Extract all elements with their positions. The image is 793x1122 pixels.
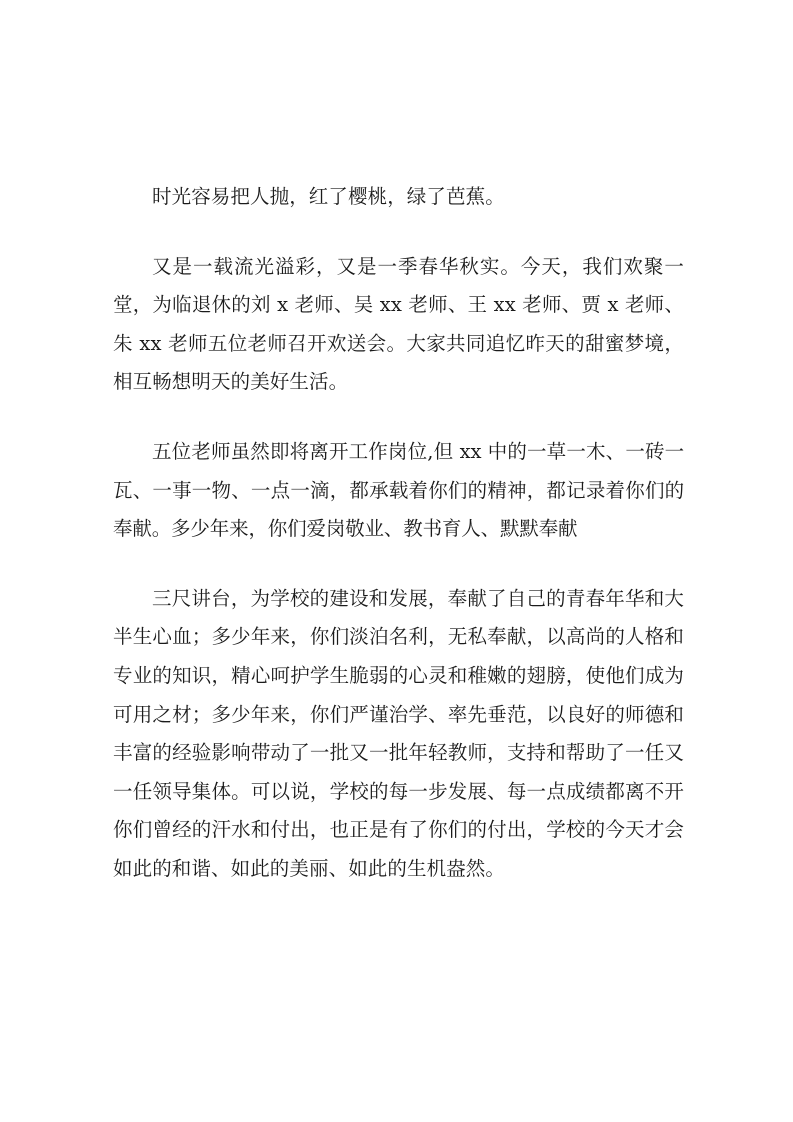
paragraph-3: 五位老师虽然即将离开工作岗位,但 xx 中的一草一木、一砖一瓦、一事一物、一点一滴，都承载着你们的精神，都记录着你们的奉献。多少年来，你们爱岗敬业、教书育人、默默奉献 — [113, 439, 684, 541]
document-body — [113, 178, 684, 889]
paragraph-2: 又是一载流光溢彩，又是一季春华秋实。今天，我们欢聚一堂，为临退休的刘 x 老师、吴 xx 老师、王 xx 老师、贾 x 老师、朱 xx 老师五位老师召开欢送会。大家共同追忆昨天的甜蜜梦境，相互畅想明天的美好生活。 — [113, 254, 684, 394]
paragraph-1: 时光容易把人抛，红了樱桃，绿了芭蕉。 — [152, 185, 505, 208]
paragraph-4: 三尺讲台，为学校的建设和发展，奉献了自己的青春年华和大半生心血；多少年来，你们淡泊名利，无私奉献，以高尚的人格和专业的知识，精心呵护学生脆弱的心灵和稚嫩的翅膀，使他们成为可用之材；多少年来，你们严谨治学、率先垂范，以良好的师德和丰富的经验影响带动了一批又一批年轻教师，支持和帮助了一任又一任领导集体。可以说，学校的每一步发展、每一点成绩都离不开你们曾经的汗水和付出，也正是有了你们的付出，学校的今天才会如此的和谐、如此的美丽、如此的生机盎然。 — [113, 586, 684, 880]
